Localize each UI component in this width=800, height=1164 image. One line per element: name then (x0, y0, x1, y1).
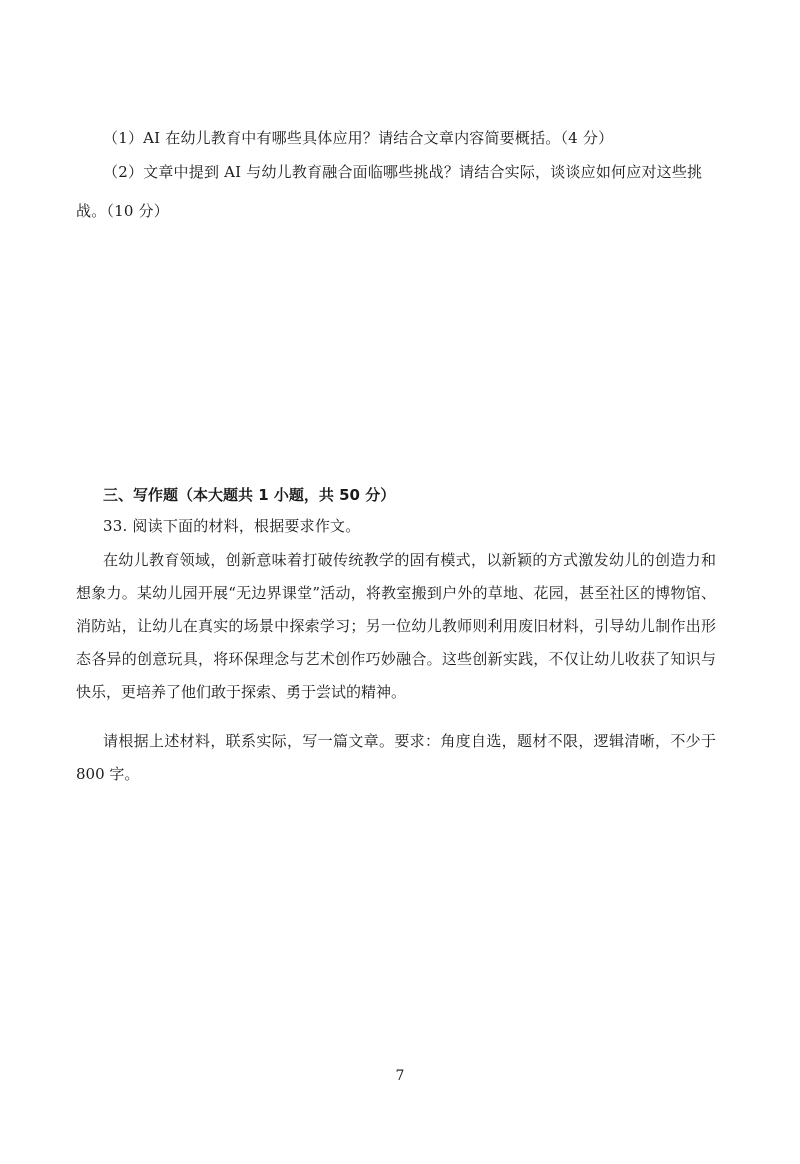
material-paragraph: 在幼儿教育领域，创新意味着打破传统教学的固有模式，以新颖的方式激发幼儿的创造力和想象力。某幼儿园开展“无边界课堂”活动，将教室搬到户外的草地、花园，甚至社区的博物馆、消防站，让幼儿在真实的场景中探索学习；另一位幼儿教师则利用废旧材料，引导幼儿制作出形态各异的创意玩具，将环保理念与艺术创作巧妙融合。这些创新实践，不仅让幼儿收获了知识与快乐，更培养了他们敢于探索、勇于尝试的精神。 (76, 551, 716, 701)
question-2-line-2: 战。（10 分） (76, 202, 169, 220)
page-number: 7 (395, 1068, 405, 1084)
question-33: 33. 阅读下面的材料，根据要求作文。 (103, 517, 361, 535)
requirement-paragraph: 请根据上述材料，联系实际，写一篇文章。要求：角度自选，题材不限，逻辑清晰，不少于 800 字。 (76, 732, 716, 783)
question-1: （1）AI 在幼儿教育中有哪些具体应用？请结合文章内容简要概括。（4 分） (103, 129, 614, 147)
question-2-line-1: （2）文章中提到 AI 与幼儿教育融合面临哪些挑战？请结合实际，谈谈应如何应对这些挑 (103, 163, 703, 181)
writing-section-heading: 三、写作题（本大题共 1 小题，共 50 分） (103, 486, 396, 504)
